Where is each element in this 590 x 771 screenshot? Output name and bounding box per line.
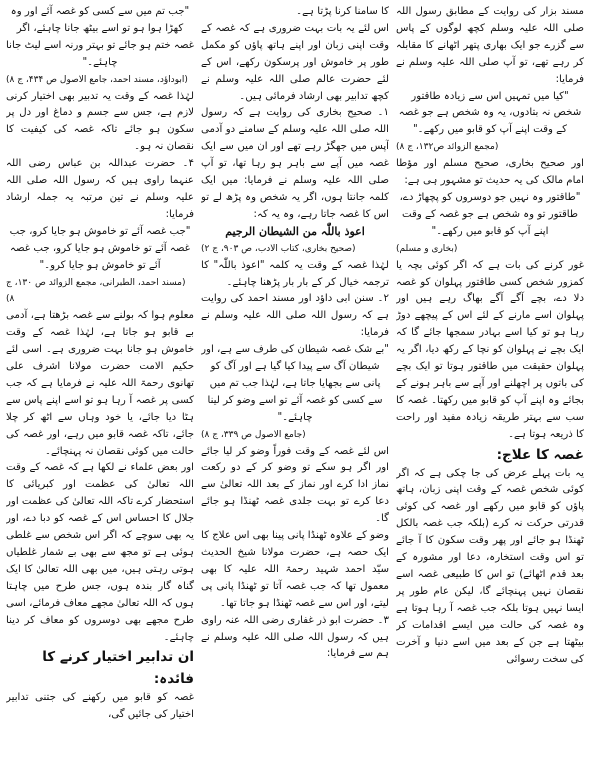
paragraph-0-0: مسند بزار کی روایت کے مطابق رسول اللہ صلی اللہ علیہ وسلم کچھ لوگوں کے پاس سے گزرے جو ایک بھاری پتھر اٹھانے کا مقابلہ کر رہے تھے، تو آپ صلی اللہ علیہ وسلم نے فرمایا:	[396, 6, 584, 85]
paragraph-1-11: ۳۔ حضرت ابو ذر غفاری رضی اللہ عنہ راوی ہیں کہ رسول اللہ صلی اللہ علیہ وسلم نے ہم سے فرمایا:	[201, 614, 389, 660]
hadith-quote-0-4: "طاقتور وہ نہیں جو دوسروں کو پچھاڑ دے، طاقتور تو وہ شخص ہے جو غصہ کے وقت اپنے آپ کو قابو میں رکھے۔"	[399, 191, 581, 237]
paragraph-2-6: معلوم ہوا کہ بولنے سے غصہ بڑھتا ہے، آدمی بے قابو ہو جاتا ہے، لہٰذا غصہ کے وقت خاموش ہو جانا بہت ضروری ہے۔ اسی لئے حکیم الامت حضرت مولانا اشرف علی تھانوی رحمۃ اللہ علیہ نے فرمایا ہے کہ جب کسی پر غصہ آ رہا ہو تو اسے اپنے پاس سے ہٹا دیا جائے، یا خود وہاں سے اٹھ کر چلا جائے، تاکہ غصہ قابو میں رہے، اور غصہ کی حالت میں کوئی نقصان نہ پہنچائے۔	[6, 310, 194, 457]
hadith-quote-0-1: "کیا میں تمہیں اس سے زیادہ طاقتور شخص نہ بتادوں، یہ وہ شخص ہے جو غصہ کے وقت اپنے آپ کو قابو میں رکھے۔"	[398, 90, 582, 136]
paragraph-0-3: اور صحیح بخاری، صحیح مسلم اور مؤطا امام مالک کی یہ حدیث تو مشہور ہی ہے:	[396, 158, 584, 187]
hadith-quote-1-7: "بے شک غصہ شیطان کی طرف سے ہے، اور شیطان آگ سے پیدا کیا گیا ہے اور آگ کو پانی سے بجھایا جاتا ہے، لہٰذا جب تم میں سے کسی کو غصہ آئے تو اسے وضو کر لینا چاہئے۔"	[201, 344, 389, 423]
paragraph-1-6: ۲۔ سنن ابی داؤد اور مسند احمد کی روایت ہے کہ رسول اللہ صلی اللہ علیہ وسلم نے فرمایا:	[201, 293, 389, 339]
arabic-phrase-1-3: اعوذ باللّٰہ من الشیطان الرجیم	[225, 224, 365, 238]
citation-2-5: (مسند احمد، الطبرانی، مجمع الزوائد ص ۱۳۰، ج ۸)	[6, 277, 186, 305]
section-heading-2-8: ان تدابیر اختیار کرنے کا فائدہ:	[42, 649, 194, 688]
paragraph-2-9: غصہ کو قابو میں رکھنے کی جتنی تدابیر اختیار کی جائیں گی،	[6, 692, 194, 721]
paragraph-1-10: وضو کے علاوہ ٹھنڈا پانی پینا بھی اس علاج کا ایک حصہ ہے، حضرت مولانا شیخ الحدیث سیّد احمد شہید رحمۃ اللہ علیہ کا بھی معمول تھا کہ جب غصہ آتا تو ٹھنڈا پانی پی لیتے، اور اس سے غصہ ٹھنڈا ہو جاتا تھا۔	[201, 530, 389, 609]
citation-1-4: (صحیح بخاری، کتاب الادب، ص ۹۰۳، ج ۲)	[201, 243, 356, 254]
paragraph-2-3: ۴۔ حضرت عبداللہ بن عباس رضی اللہ عنہما راوی ہیں کہ رسول اللہ صلی اللہ علیہ وسلم نے تین مرتبہ یہ جملہ ارشاد فرمایا:	[6, 158, 194, 220]
section-heading-0-7: غصہ کا علاج:	[496, 446, 584, 463]
text-column-left	[6, 4, 194, 767]
text-column-right	[396, 4, 584, 767]
hadith-quote-2-4: "جب غصہ آئے تو خاموش ہو جایا کرو، جب غصہ آئے تو خاموش ہو جایا کرو، جب غصہ آئے تو خاموش ہو جایا کرو۔"	[9, 225, 191, 271]
paragraph-1-0: کا سامنا کرنا پڑتا ہے۔	[296, 6, 389, 17]
paragraph-2-7: اور بعض علماء نے لکھا ہے کہ غصہ کے وقت اللہ تعالیٰ کی عظمت اور کبریائی کا استحضار کرے تاکہ اللہ تعالیٰ کی عظمت اور جلال کا احساس اس کے غصہ کو دبا دے، اور یہ بھی سوچے کہ اگر اس شخص سے غلطی ہوئی ہے تو مجھ سے بھی بے شمار غلطیاں ہوتی رہتی ہیں، میں بھی اللہ تعالیٰ کا ایک گناہ گار بندہ ہوں، جس طرح میں چاہتا ہوں کہ اللہ تعالیٰ مجھے معاف فرمائے، اسی طرح مجھے بھی دوسروں کو معاف کر دینا چاہئے۔	[6, 462, 194, 643]
citation-0-5: (بخاری و مسلم)	[396, 243, 458, 254]
paragraph-1-5: لہٰذا غصہ کے وقت یہ کلمہ "اعوذ باللّٰہ" کا ترجمہ خیال کر کے بار بار پڑھنا چاہئے۔	[201, 259, 389, 288]
paragraph-2-2: لہٰذا غصہ کے وقت یہ تدبیر بھی اختیار کرنی لازم ہے، جس سے جسم و دماغ اور دل پر سکون ہو جائے تاکہ غصہ کی کیفیت کا نقصان نہ ہو۔	[6, 90, 194, 153]
citation-2-1: (ابوداؤد، مسند احمد، جامع الاصول ص ۴۳۴، ج ۸)	[6, 74, 188, 85]
paragraph-1-2: ۱۔ صحیح بخاری کی روایت ہے کہ رسول اللہ صلی اللہ علیہ وسلم کے سامنے دو آدمی آپس میں جھگڑ رہے تھے اور ان میں سے ایک غصہ میں آپے سے باہر ہو رہا تھا، تو آپ صلی اللہ علیہ وسلم نے فرمایا: میں ایک کلمہ جانتا ہوں، اگر یہ شخص وہ پڑھ لے تو اس کا غصہ جاتا رہے، وہ یہ کہ:	[201, 107, 389, 220]
citation-0-2: (مجمع الزوائد ص۱۳۲، ج ۸)	[396, 142, 499, 153]
paragraph-1-9: اس لئے غصہ کے وقت فوراً وضو کر لیا جائے اور اگر ہو سکے تو وضو کر کے دو رکعت نماز ادا کرے اور نماز کے بعد اللہ تعالیٰ سے دعا کرے تو بہت جلدی غصہ ٹھنڈا ہو جائے گا۔	[201, 445, 389, 525]
hadith-quote-2-0: "جب تم میں سے کسی کو غصہ آئے اور وہ کھڑا ہوا ہو تو اسے بیٹھ جانا چاہئے، اگر غصہ ختم ہو جائے تو بہتر ورنہ اسے لیٹ جانا چاہئے۔"	[6, 6, 194, 68]
paragraph-0-8: یہ بات پہلے عرض کی جا چکی ہے کہ اگر کوئی شخص غصہ کے وقت اپنی زبان، ہاتھ پاؤں کو قابو میں رکھے اور غصہ کی کوئی قدرتی حرکت نہ کرے (بلکہ جب غصہ بالکل ٹھنڈا ہو جائے اور پھر وقت سکون کا آ جائے تو اس وقت استخارہ، دعا اور مشورہ کے بعد قدم اٹھائے) تو اس کا طبیعی غصہ اسے نقصان نہیں پہنچائے گا، لیکن عام طور پر ایسا نہیں ہوتا بلکہ جب غصہ آ رہا ہوتا ہے وہ غصہ کی حالت میں ایسے اقدامات کر بیٹھتا ہے جن کے بعد میں اسے دنیا و آخرت کی سخت رسوائی	[396, 467, 584, 665]
text-column-middle	[201, 4, 389, 767]
paragraph-0-6: غور کرنے کی بات ہے کہ اگر کوئی بچہ یا کمزور شخص کسی طاقتور پہلوان کو غصہ دلا دے، بچے آگے آگے بھاگ رہے ہیں اور پہلوان اسے مارنے کے لئے اس کے پیچھے دوڑ رہا ہو تو کیا اسے بہادر سمجھا جائے گا کہ ایک بچے نے پہلوان کو نچا کے رکھ دیا، اگر یہ پہلوان حقیقت میں طاقتور ہوتا تو ایک بچے کی باتوں پر اچھلنے اور آپے سے باہر ہونے کے بجائے وہ اپنے آپ کو قابو میں رکھتا۔ غصہ کا سب سے بہتر طریقہ زیادہ مفید اور راحت کا ذریعہ ہوتا ہے۔	[396, 259, 584, 440]
citation-1-8: (جامع الاصول ص ۳۳۹، ج ۸)	[201, 429, 306, 440]
paragraph-1-1: اس لئے یہ بات بہت ضروری ہے کہ غصہ کے وقت اپنی زبان اور اپنے ہاتھ پاؤں کو مکمل طور پر خاموش اور پرسکون رکھے، اس کے لئے حضرت عالم صلی اللہ علیہ وسلم نے کچھ تدابیر بھی ارشاد فرمائی ہیں۔	[201, 22, 389, 102]
